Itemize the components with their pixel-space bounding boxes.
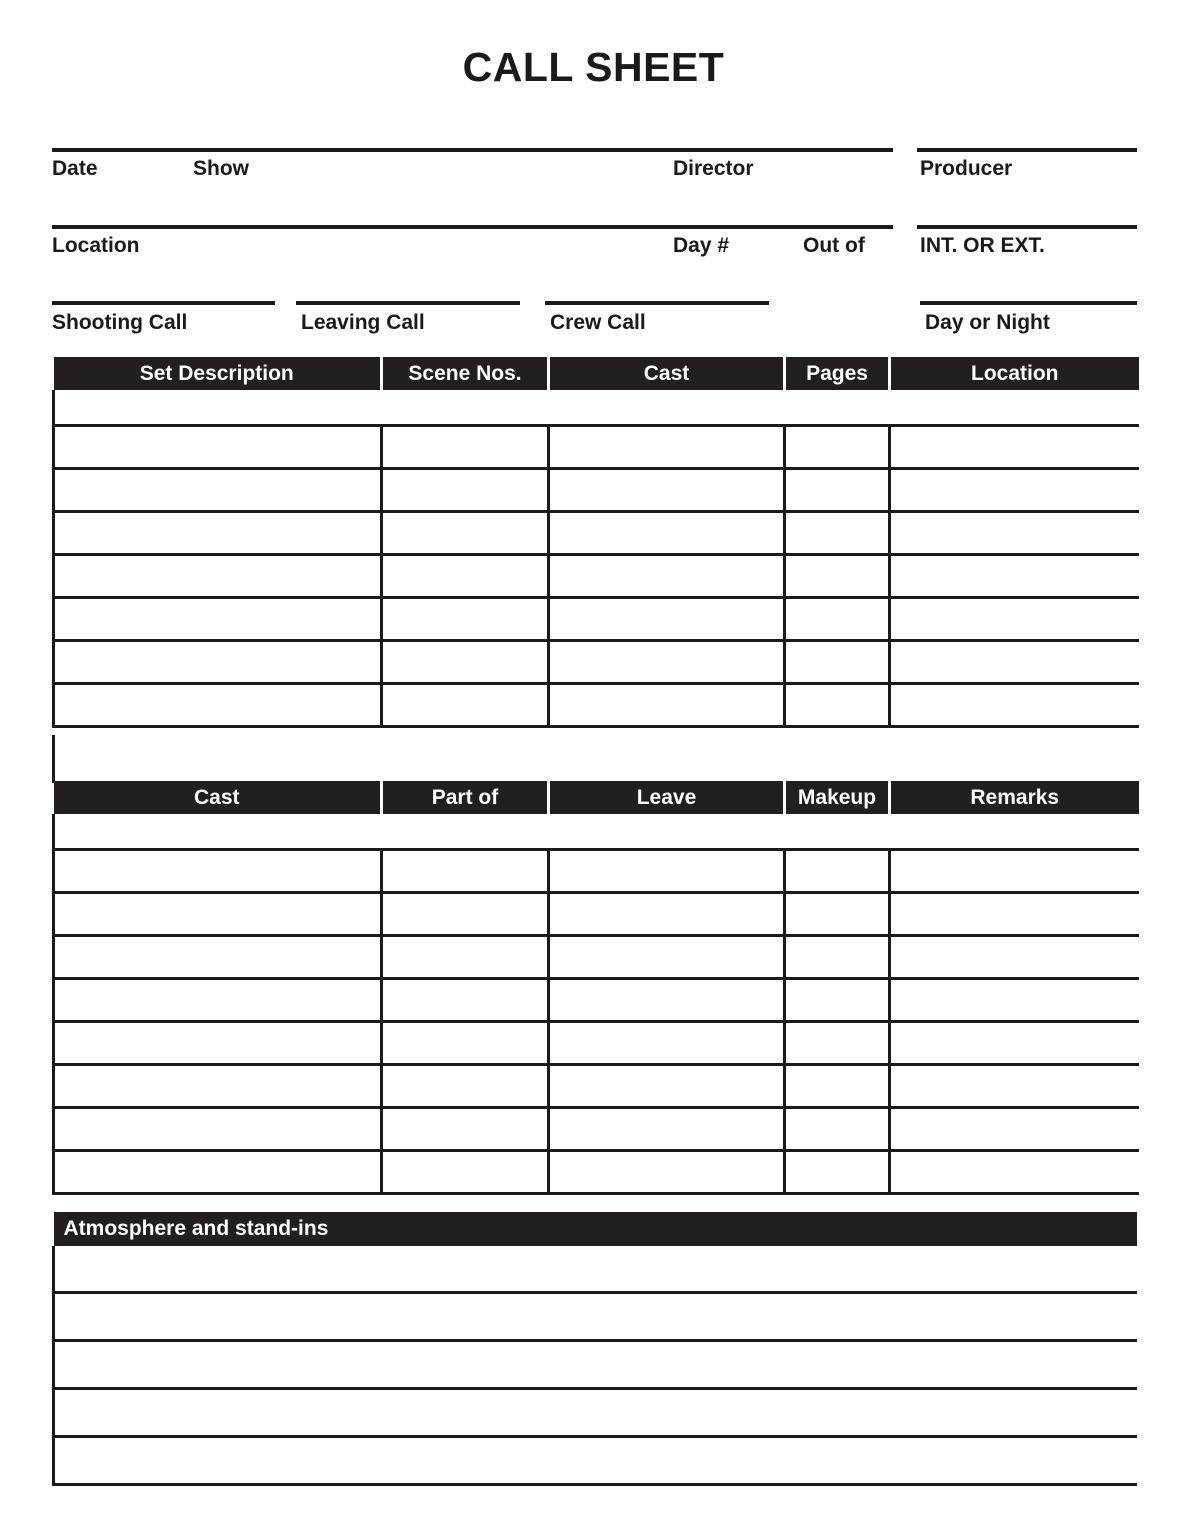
atmosphere-header-row [54, 1212, 1138, 1246]
label-day-or-night: Day or Night [925, 311, 1050, 334]
label-int-or-ext: INT. OR EXT. [920, 234, 1045, 257]
scene-table-cell[interactable] [549, 512, 785, 555]
label-day-num: Day # [673, 234, 730, 257]
label-producer: Producer [920, 157, 1013, 180]
table-spacer-cell [890, 390, 1139, 426]
scene-table-cell[interactable] [54, 426, 382, 469]
scene-table-cell[interactable] [382, 426, 549, 469]
cast-table-cell[interactable] [382, 936, 549, 979]
cast-table-cell[interactable] [785, 1108, 890, 1151]
atmosphere-cell[interactable] [54, 1341, 1138, 1389]
scene-table-row [54, 641, 1139, 684]
crew-call-field-rule [545, 301, 769, 305]
cast-table-cell[interactable] [382, 893, 549, 936]
cast-table-cell[interactable] [54, 1022, 382, 1065]
cast-table-cell[interactable] [785, 936, 890, 979]
label-shooting-call: Shooting Call [52, 311, 188, 334]
scene-table-cell[interactable] [785, 469, 890, 512]
day-or-night-field-rule [920, 301, 1137, 305]
page-title: CALL SHEET [462, 44, 725, 90]
cast-table-cell[interactable] [890, 979, 1139, 1022]
cast-table-cell[interactable] [890, 1151, 1139, 1194]
column-header-makeup: Makeup [785, 781, 890, 814]
cast-table-cell[interactable] [785, 1022, 890, 1065]
cast-table-cell[interactable] [382, 1022, 549, 1065]
cast-table-cell[interactable] [54, 893, 382, 936]
label-director: Director [673, 157, 754, 180]
cast-table-cell[interactable] [54, 936, 382, 979]
scene-table-cell[interactable] [54, 641, 382, 684]
cast-table-cell[interactable] [54, 1065, 382, 1108]
cast-table-cell[interactable] [54, 979, 382, 1022]
cast-table-cell[interactable] [890, 850, 1139, 893]
table-spacer-cell [549, 390, 785, 426]
scene-table-cell[interactable] [890, 512, 1139, 555]
scene-table-cell[interactable] [890, 684, 1139, 727]
producer-field-rule [917, 148, 1137, 152]
scene-table-cell[interactable] [549, 555, 785, 598]
column-header-part-of: Part of [382, 781, 549, 814]
cast-table-cell[interactable] [54, 1108, 382, 1151]
atmosphere-cell[interactable] [54, 1246, 1138, 1293]
column-header-leave: Leave [549, 781, 785, 814]
scene-table-cell[interactable] [890, 426, 1139, 469]
scene-table-row [54, 555, 1139, 598]
table-spacer-cell [549, 814, 785, 850]
label-show: Show [193, 157, 249, 180]
atmosphere-cell[interactable] [54, 1293, 1138, 1341]
cast-table-body [54, 814, 1139, 1194]
cast-table-cell[interactable] [549, 1065, 785, 1108]
label-crew-call: Crew Call [550, 311, 646, 334]
cast-table-cell[interactable] [549, 936, 785, 979]
atmosphere-row [54, 1437, 1138, 1485]
scene-table-cell[interactable] [54, 512, 382, 555]
cast-table [52, 781, 1139, 1195]
atmosphere-row [54, 1293, 1138, 1341]
cast-table-row [54, 936, 1139, 979]
scene-table-cell[interactable] [785, 426, 890, 469]
cast-table-cell[interactable] [890, 893, 1139, 936]
column-header-cast: Cast [549, 357, 785, 390]
cast-table-row [54, 979, 1139, 1022]
cast-table-cell[interactable] [785, 850, 890, 893]
scene-table-row [54, 426, 1139, 469]
cast-table-cell[interactable] [890, 1065, 1139, 1108]
cast-table-row [54, 1022, 1139, 1065]
cast-table-row [54, 1151, 1139, 1194]
cast-table-cell[interactable] [549, 1108, 785, 1151]
cast-table-row [54, 893, 1139, 936]
table-spacer-cell [382, 814, 549, 850]
label-location: Location [52, 234, 140, 257]
cast-table-cell[interactable] [382, 979, 549, 1022]
atmosphere-row [54, 1246, 1138, 1293]
cast-table-cell[interactable] [549, 893, 785, 936]
scene-table-header-row [54, 357, 1139, 390]
scene-table-cell[interactable] [549, 426, 785, 469]
scene-table-cell[interactable] [785, 512, 890, 555]
scene-table-row [54, 684, 1139, 727]
cast-table-cell[interactable] [549, 1022, 785, 1065]
label-date: Date [52, 157, 98, 180]
table-spacer-cell [785, 390, 890, 426]
scene-table-cell[interactable] [890, 641, 1139, 684]
cast-table-cell[interactable] [549, 1151, 785, 1194]
scene-table-cell[interactable] [890, 555, 1139, 598]
table-gap-rail [52, 735, 55, 783]
cast-table-cell[interactable] [382, 850, 549, 893]
scene-table-cell[interactable] [382, 684, 549, 727]
location-field-rule [52, 225, 893, 229]
cast-table-cell[interactable] [785, 1151, 890, 1194]
cast-table-cell[interactable] [890, 1022, 1139, 1065]
scene-table-cell[interactable] [785, 598, 890, 641]
cast-table-cell[interactable] [785, 893, 890, 936]
atmosphere-row [54, 1389, 1138, 1437]
cast-table-cell[interactable] [549, 979, 785, 1022]
cast-table-cell[interactable] [785, 1065, 890, 1108]
scene-table-cell[interactable] [549, 641, 785, 684]
cast-table-cell[interactable] [549, 850, 785, 893]
atmosphere-heading: Atmosphere and stand-ins [54, 1212, 1138, 1246]
scene-table-cell[interactable] [785, 684, 890, 727]
scene-table-cell[interactable] [382, 512, 549, 555]
shooting-call-field-rule [52, 301, 275, 305]
cast-table-cell[interactable] [890, 1108, 1139, 1151]
cast-table-row [54, 1108, 1139, 1151]
int-ext-field-rule [917, 225, 1137, 229]
scene-table-cell[interactable] [54, 469, 382, 512]
atmosphere-row [54, 1341, 1138, 1389]
scene-table-cell[interactable] [549, 598, 785, 641]
scene-table-row [54, 469, 1139, 512]
table-spacer-cell [785, 814, 890, 850]
cast-table-cell[interactable] [54, 1151, 382, 1194]
scene-table-body [54, 390, 1139, 727]
leaving-call-field-rule [296, 301, 520, 305]
column-header-scene-nos: Scene Nos. [382, 357, 549, 390]
cast-table-header-row [54, 781, 1139, 814]
scene-table-cell[interactable] [785, 555, 890, 598]
cast-table-cell[interactable] [382, 1151, 549, 1194]
scene-table-cell[interactable] [382, 469, 549, 512]
column-header-location: Location [890, 357, 1139, 390]
cast-table-cell[interactable] [890, 936, 1139, 979]
scene-table-cell[interactable] [890, 598, 1139, 641]
scene-table-cell[interactable] [382, 598, 549, 641]
atmosphere-table [52, 1212, 1137, 1486]
scene-table-cell[interactable] [549, 684, 785, 727]
scene-table-cell[interactable] [382, 555, 549, 598]
atmosphere-cell[interactable] [54, 1437, 1138, 1485]
atmosphere-body [54, 1246, 1138, 1485]
scene-table-cell[interactable] [785, 641, 890, 684]
column-header-remarks: Remarks [890, 781, 1139, 814]
scene-table-cell[interactable] [549, 469, 785, 512]
cast-table-cell[interactable] [54, 850, 382, 893]
scene-table-cell[interactable] [54, 598, 382, 641]
cast-table-row [54, 850, 1139, 893]
scene-table-cell[interactable] [890, 469, 1139, 512]
table-spacer-row [54, 814, 1139, 850]
scene-table-cell[interactable] [54, 684, 382, 727]
atmosphere-cell[interactable] [54, 1389, 1138, 1437]
table-spacer-cell [54, 390, 382, 426]
table-spacer-row [54, 390, 1139, 426]
table-spacer-cell [382, 390, 549, 426]
column-header-pages: Pages [785, 357, 890, 390]
table-spacer-cell [54, 814, 382, 850]
column-header-cast-name: Cast [54, 781, 382, 814]
column-header-set-description: Set Description [54, 357, 382, 390]
cast-table-cell[interactable] [785, 979, 890, 1022]
date-show-field-rule [52, 148, 893, 152]
scene-table-row [54, 598, 1139, 641]
scene-table [52, 357, 1139, 728]
label-out-of: Out of [803, 234, 865, 257]
cast-table-row [54, 1065, 1139, 1108]
cast-table-cell[interactable] [382, 1108, 549, 1151]
table-spacer-cell [890, 814, 1139, 850]
scene-table-row [54, 512, 1139, 555]
scene-table-cell[interactable] [54, 555, 382, 598]
cast-table-cell[interactable] [382, 1065, 549, 1108]
label-leaving-call: Leaving Call [301, 311, 425, 334]
scene-table-cell[interactable] [382, 641, 549, 684]
